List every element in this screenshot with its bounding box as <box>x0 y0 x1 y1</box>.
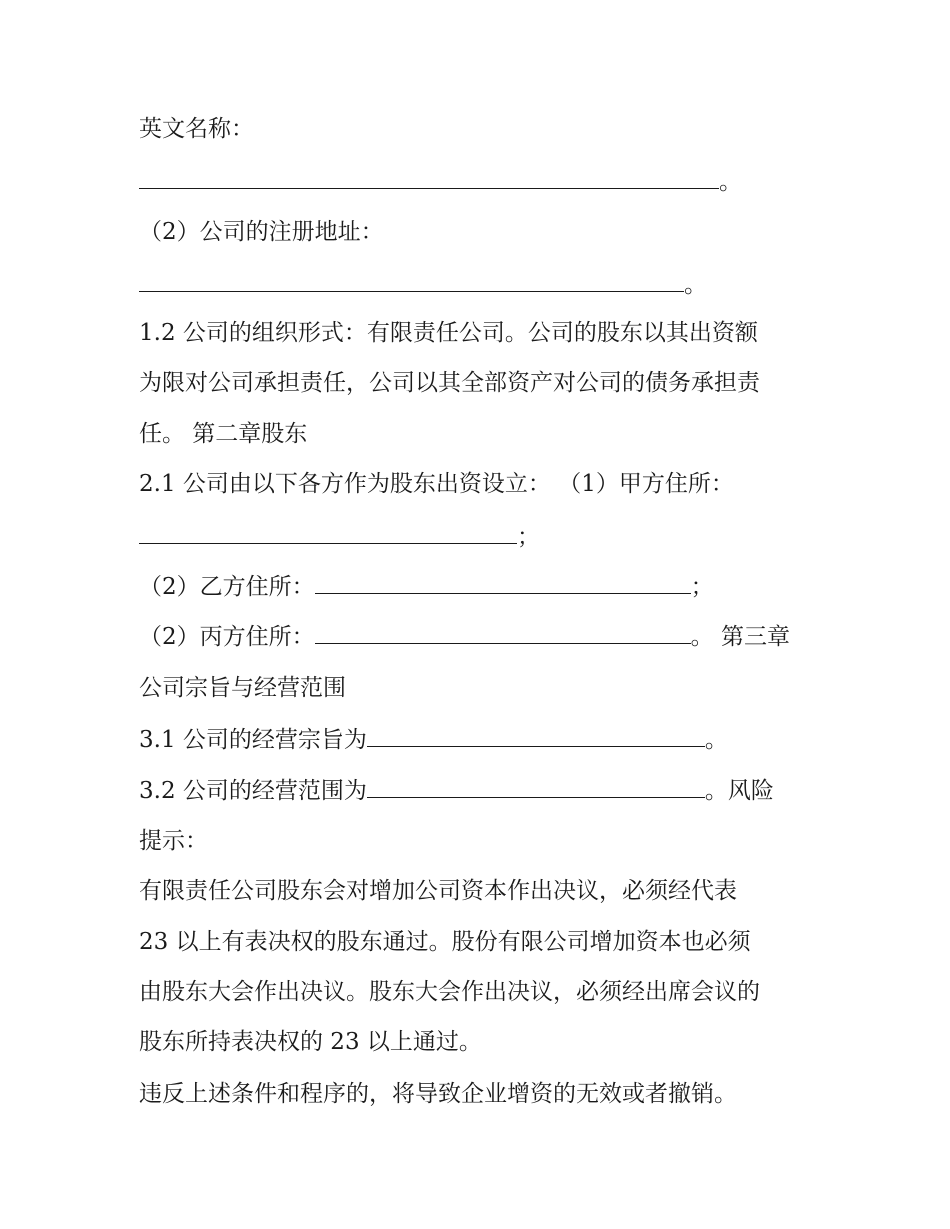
registered-address-end: 。 <box>684 272 707 298</box>
party-c-address-label: （2）丙方住所： <box>139 624 315 650</box>
registered-address-label: （2）公司的注册地址： <box>139 219 384 245</box>
party-c-address-line <box>139 622 790 652</box>
section-1-2-line-3: 任。 第二章股东 <box>139 421 308 447</box>
section-1-2-line-2: 为限对公司承担责任，公司以其全部资产对公司的债务承担责 <box>139 370 760 396</box>
section-1-2-line-1: 1.2 公司的组织形式：有限责任公司。公司的股东以其出资额 <box>139 320 758 346</box>
english-name-blank[interactable] <box>139 168 719 189</box>
english-name-label: 英文名称： <box>139 116 254 142</box>
party-b-address-blank[interactable] <box>315 573 691 594</box>
party-a-address-blank[interactable] <box>139 523 517 544</box>
section-3-2-line <box>139 776 774 806</box>
risk-line-5: 违反上述条件和程序的，将导致企业增资的无效或者撤销。 <box>139 1081 737 1107</box>
party-c-address-blank[interactable] <box>315 623 691 644</box>
party-a-address-end: ； <box>517 524 540 550</box>
section-3-2-end: 。风险 <box>704 778 774 804</box>
risk-label: 提示： <box>139 828 208 854</box>
party-b-address-end: ； <box>690 574 714 600</box>
party-b-address-label: （2）乙方住所： <box>139 574 315 600</box>
english-name-end: 。 <box>719 169 742 195</box>
party-a-address-fill-line <box>139 522 540 552</box>
risk-line-2: 23 以上有表决权的股东通过。股份有限公司增加资本也必须 <box>139 929 751 955</box>
business-scope-blank[interactable] <box>367 777 705 798</box>
section-3-1-label: 3.1 公司的经营宗旨为 <box>139 727 367 753</box>
risk-line-4: 股东所持表决权的 23 以上通过。 <box>139 1029 482 1055</box>
section-3-2-label: 3.2 公司的经营范围为 <box>139 778 367 804</box>
registered-address-blank[interactable] <box>139 271 684 292</box>
risk-line-1: 有限责任公司股东会对增加公司资本作出决议，必须经代表 <box>139 878 737 904</box>
section-2-1-line-1: 2.1 公司由以下各方作为股东出资设立： （1）甲方住所： <box>139 471 734 497</box>
section-3-1-end: 。 <box>704 727 728 753</box>
business-purpose-blank[interactable] <box>367 726 705 747</box>
registered-address-fill-line <box>139 270 707 300</box>
chapter-3-title: 公司宗旨与经营范围 <box>139 675 346 701</box>
section-3-1-line <box>139 725 728 755</box>
party-c-address-end: 。 第三章 <box>690 624 790 650</box>
english-name-fill-line <box>139 167 742 197</box>
party-b-address-line <box>139 572 714 602</box>
risk-line-3: 由股东大会作出决议。股东大会作出决议，必须经出席会议的 <box>139 979 760 1005</box>
